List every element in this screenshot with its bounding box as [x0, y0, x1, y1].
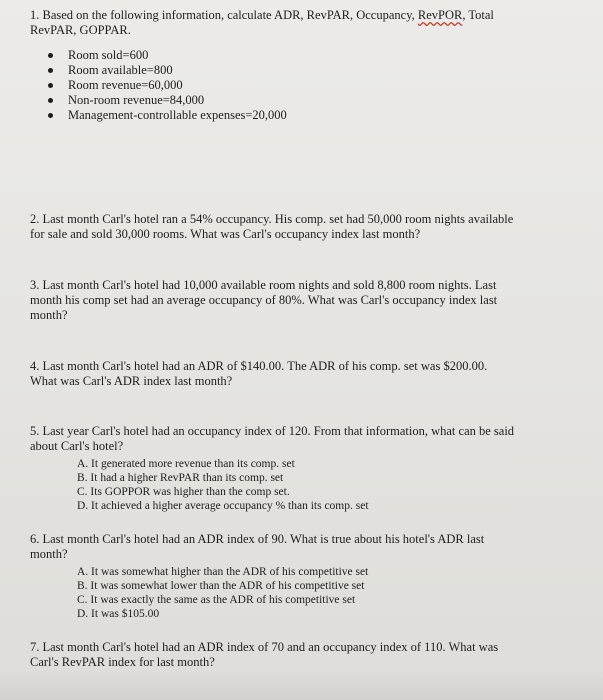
question-7 — [30, 640, 575, 670]
option-b: B. It was somewhat lower than the ADR of his competitive set — [77, 580, 365, 592]
question-1-line-1: 1. Based on the following information, calculate ADR, RevPAR, Occupancy, RevPOR, Total — [30, 8, 494, 22]
bullet-icon — [48, 68, 53, 73]
question-4-line-1: 4. Last month Carl's hotel had an ADR of $140.00. The ADR of his comp. set was $200.00. — [30, 359, 488, 373]
option-c: C. It was exactly the same as the ADR of his competitive set — [77, 594, 356, 606]
photo-shadow — [0, 670, 603, 700]
bullet-item: Room revenue=60,000 — [30, 78, 575, 93]
question-3-line-3: month? — [30, 308, 68, 322]
question-6-options — [77, 565, 575, 621]
bullet-item: Room sold=600 — [30, 48, 575, 63]
question-7-line-1: 7. Last month Carl's hotel had an ADR index of 70 and an occupancy index of 110. What was — [30, 640, 499, 654]
bullet-icon — [48, 83, 53, 88]
question-5-line-1: 5. Last year Carl's hotel had an occupancy index of 120. From that information, what can be said — [30, 424, 515, 438]
question-3-line-2: month his comp set had an average occupancy of 80%. What was Carl's occupancy index last — [30, 293, 498, 307]
option-d: D. It achieved a higher average occupancy % than its comp. set — [77, 500, 369, 512]
question-5-line-2: about Carl's hotel? — [30, 439, 124, 453]
option-b: B. It had a higher RevPAR than its comp. set — [77, 472, 284, 484]
question-4 — [30, 359, 575, 389]
question-5 — [30, 424, 575, 513]
question-6 — [30, 532, 575, 621]
option-d: D. It was $105.00 — [77, 608, 160, 620]
bullet-icon — [48, 113, 53, 118]
question-4-line-2: What was Carl's ADR index last month? — [30, 374, 233, 388]
question-3-line-1: 3. Last month Carl's hotel had 10,000 available room nights and sold 8,800 room nights. Last — [30, 278, 497, 292]
bullet-icon — [48, 53, 53, 58]
question-7-line-2: Carl's RevPAR index for last month? — [30, 655, 215, 669]
bullet-icon — [48, 98, 53, 103]
option-c: C. Its GOPPOR was higher than the comp set. — [77, 486, 290, 498]
option-a: A. It was somewhat higher than the ADR of his competitive set — [77, 566, 369, 578]
question-2-line-1: 2. Last month Carl's hotel ran a 54% occupancy. His comp. set had 50,000 room nights available — [30, 212, 514, 226]
spellcheck-underlined-word: RevPOR — [417, 8, 463, 22]
question-2 — [30, 212, 575, 242]
question-1 — [30, 8, 575, 123]
question-1-line-2: RevPAR, GOPPAR. — [30, 23, 131, 37]
bullet-item: Room available=800 — [30, 63, 575, 78]
question-6-line-2: month? — [30, 547, 68, 561]
question-6-line-1: 6. Last month Carl's hotel had an ADR index of 90. What is true about his hotel's ADR last — [30, 532, 485, 546]
question-3 — [30, 278, 575, 323]
bullet-list — [30, 48, 575, 123]
question-2-line-2: for sale and sold 30,000 rooms. What was Carl's occupancy index last month? — [30, 227, 421, 241]
question-5-options — [77, 457, 575, 513]
bullet-item: Non-room revenue=84,000 — [30, 93, 575, 108]
option-a: A. It generated more revenue than its comp. set — [77, 458, 295, 470]
bullet-item: Management-controllable expenses=20,000 — [30, 108, 575, 123]
